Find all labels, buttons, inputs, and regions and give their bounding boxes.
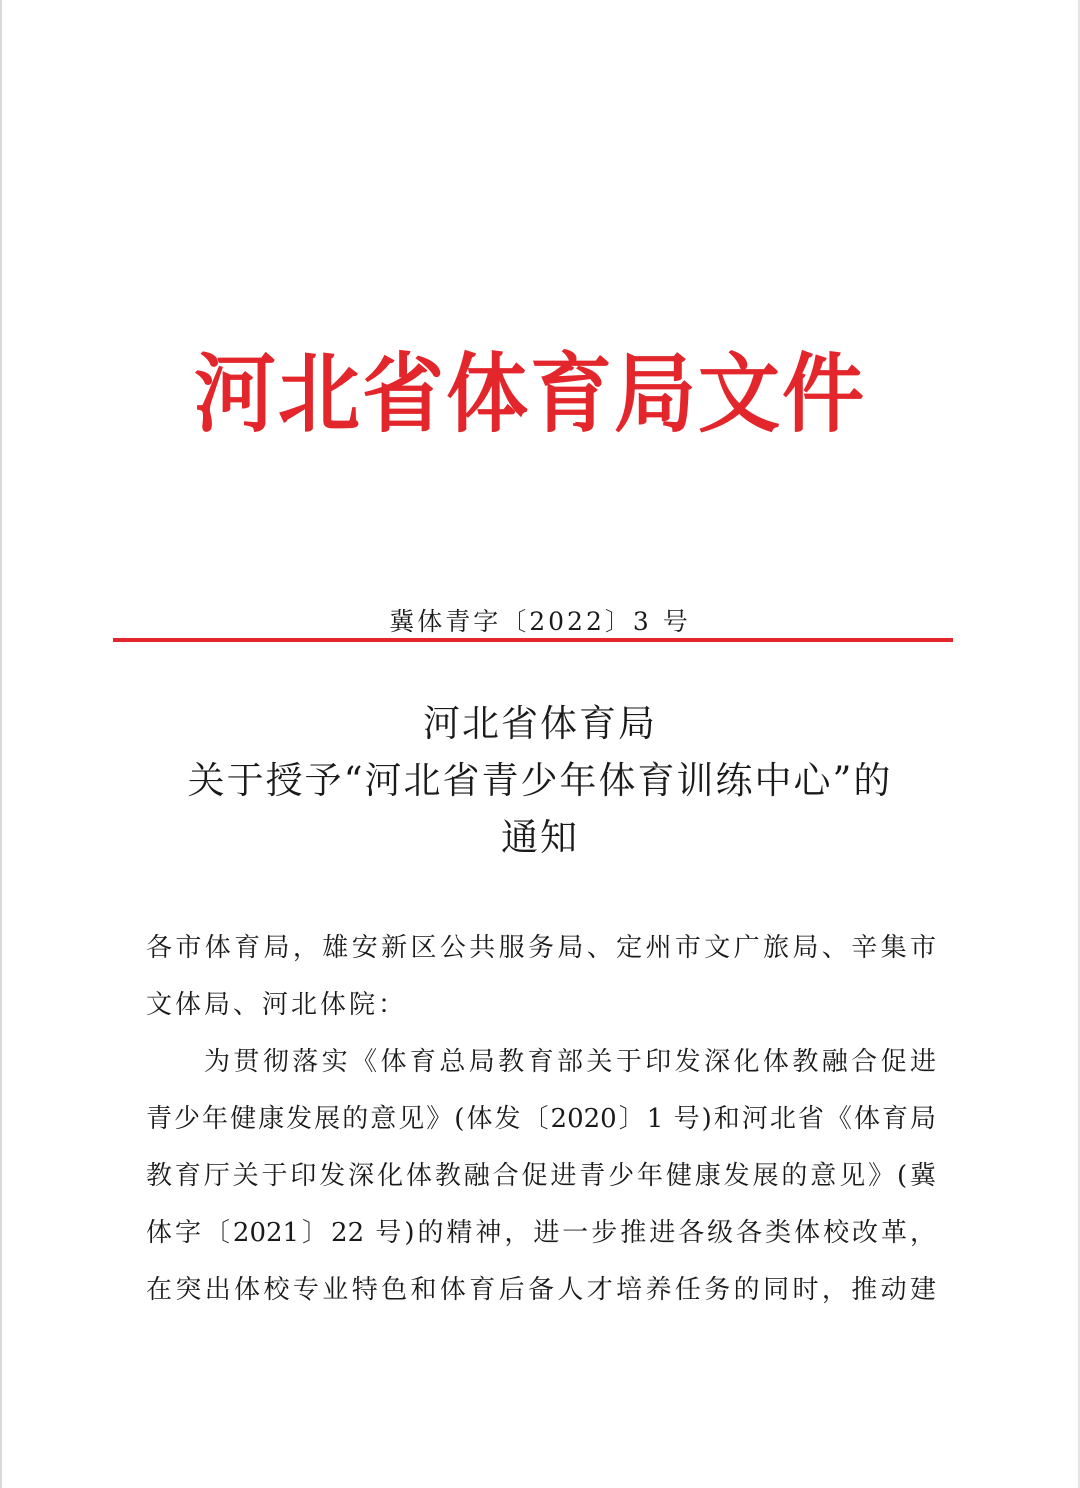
body-line-3: 为贯彻落实《体育总局教育部关于印发深化体教融合促进 <box>204 1047 936 1077</box>
body-line-4: 青少年健康发展的意见》(体发〔2020〕1 号)和河北省《体育局 <box>146 1104 936 1134</box>
title-line-1: 河北省体育局 <box>423 702 657 745</box>
red-divider <box>113 638 953 642</box>
document-number: 冀体青字〔2022〕3 号 <box>389 607 691 636</box>
body-line-2: 文体局、河北体院： <box>146 990 408 1020</box>
document-title <box>0 695 1080 866</box>
body-line-6: 体字〔2021〕22 号)的精神，进一步推进各级各类体校改革， <box>146 1218 936 1248</box>
issuer-banner: 河北省体育局文件 <box>193 344 866 445</box>
body-text <box>146 920 936 1319</box>
body-line-1: 各市体育局，雄安新区公共服务局、定州市文广旅局、辛集市 <box>146 933 936 963</box>
body-line-7: 在突出体校专业特色和体育后备人才培养任务的同时，推动建 <box>146 1275 936 1305</box>
title-line-3: 通知 <box>501 816 579 859</box>
title-line-2: 关于授予“河北省青少年体育训练中心”的 <box>187 759 893 802</box>
body-line-5: 教育厅关于印发深化体教融合促进青少年健康发展的意见》(冀 <box>146 1161 936 1191</box>
